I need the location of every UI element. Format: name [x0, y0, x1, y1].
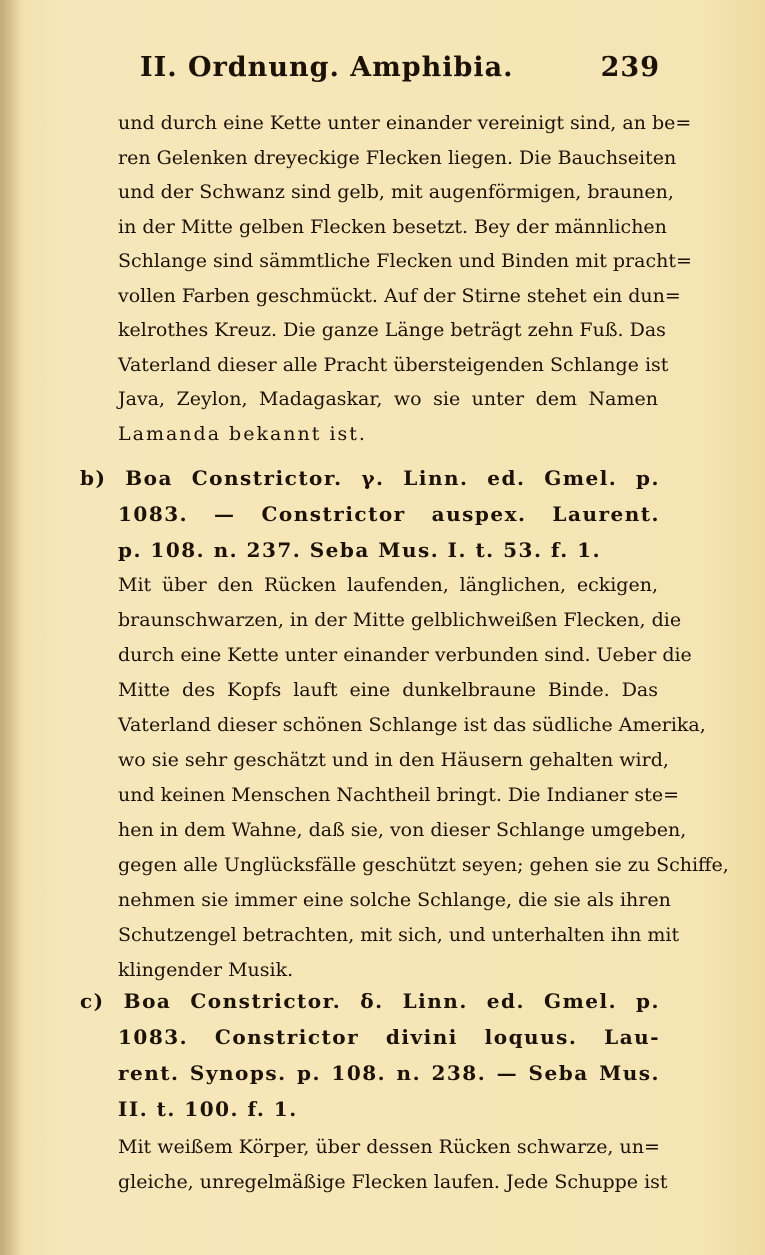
text-line: durch eine Kette unter einander verbunden sind. Ueber die: [118, 644, 692, 666]
text-line: in der Mitte gelben Flecken besetzt. Bey der männlichen: [118, 215, 667, 238]
entry-line: p. 108. n. 237. Seba Mus. I. t. 53. f. 1.: [118, 538, 602, 562]
entry-b-heading: [80, 460, 660, 568]
text-line: vollen Farben geschmückt. Auf der Stirne stehet ein dun=: [118, 284, 681, 307]
paragraph-continuation: [118, 106, 692, 451]
text-line: Mit weißem Körper, über dessen Rücken schwarze, un=: [118, 1136, 660, 1158]
text-line: klingender Musik.: [118, 959, 294, 981]
text-line: Vaterland dieser schönen Schlange ist das südliche Amerika,: [118, 714, 706, 736]
text-line: kelrothes Kreuz. Die ganze Länge beträgt zehn Fuß. Das: [118, 319, 666, 341]
header-title: II. Ordnung. Amphibia.: [140, 52, 514, 83]
text-line: Java, Zeylon, Madagaskar, wo sie unter dem Namen: [118, 388, 658, 410]
text-line: gleiche, unregelmäßige Flecken laufen. Jede Schuppe ist: [118, 1171, 668, 1193]
text-line: gegen alle Unglücksfälle geschützt seyen; gehen sie zu Schiffe,: [118, 854, 729, 876]
text-line: Schlange sind sämmtliche Flecken und Binden mit pracht=: [118, 250, 692, 272]
page-number: 239: [600, 52, 660, 83]
text-line: ren Gelenken dreyeckige Flecken liegen. Die Bauchseiten: [118, 146, 677, 169]
text-line: und durch eine Kette unter einander vereinigt sind, an be=: [118, 112, 692, 134]
entry-line: b) Boa Constrictor. γ. Linn. ed. Gmel. p.: [80, 466, 660, 490]
text-line: braunschwarzen, in der Mitte gelblichweißen Flecken, die: [118, 609, 682, 631]
entry-line: rent. Synops. p. 108. n. 238. — Seba Mus.: [118, 1061, 660, 1085]
entry-line: 1083. — Constrictor auspex. Laurent.: [118, 502, 660, 526]
text-line: Mit über den Rücken laufenden, länglichen, eckigen,: [118, 574, 658, 596]
text-line: Mitte des Kopfs lauft eine dunkelbraune Binde. Das: [118, 679, 658, 701]
running-header: [140, 52, 660, 92]
text-line: und keinen Menschen Nachtheil bringt. Die Indianer ste=: [118, 784, 679, 806]
paragraph-entry-c: [118, 1130, 668, 1200]
entry-line: II. t. 100. f. 1.: [118, 1097, 298, 1121]
paragraph-entry-b: [118, 568, 729, 988]
text-line: Vaterland dieser alle Pracht übersteigenden Schlange ist: [118, 353, 669, 376]
text-line: Lamanda bekannt ist.: [118, 422, 367, 445]
text-line: hen in dem Wahne, daß sie, von dieser Schlange umgeben,: [118, 819, 687, 841]
text-line: nehmen sie immer eine solche Schlange, die sie als ihren: [118, 889, 671, 911]
binding-shadow: [0, 0, 22, 1255]
text-line: und der Schwanz sind gelb, mit augenförmigen, braunen,: [118, 181, 674, 203]
entry-line: c) Boa Constrictor. δ. Linn. ed. Gmel. p.: [80, 989, 660, 1013]
entry-c-heading: [80, 983, 660, 1127]
text-line: wo sie sehr geschätzt und in den Häusern gehalten wird,: [118, 749, 669, 771]
entry-line: 1083. Constrictor divini loquus. Lau-: [118, 1025, 660, 1049]
text-line: Schutzengel betrachten, mit sich, und unterhalten ihn mit: [118, 924, 680, 946]
